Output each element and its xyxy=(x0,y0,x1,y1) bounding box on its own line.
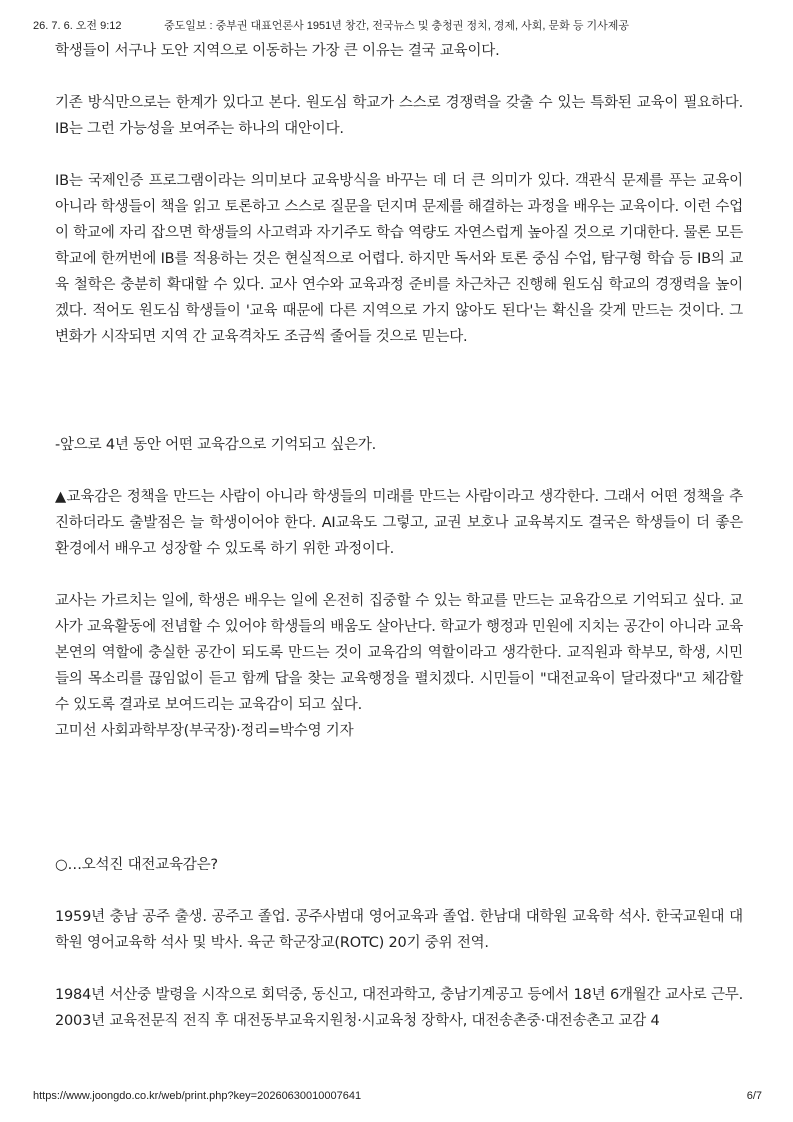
paragraph: 교사는 가르치는 일에, 학생은 배우는 일에 온전히 집중할 수 있는 학교를 만드는 교육감으로 기억되고 싶다. 교사가 교육활동에 전념할 수 있어야 학생들의 배움도 살아난다. 학교가 행정과 민원에 지치는 공간이 아니라 교육 본연의 역할에 충실한 공간이 되도록 만드는 것이 교육감의 역할이라고 생각한다. 교직원과 학부모, 학생, 시민들의 목소리를 끊임없이 듣고 함께 답을 찾는 교육행정을 펼치겠다. 시민들이 "대전교육이 달라졌다"고 체감할 수 있도록 결과로 보여드리는 교육감이 되고 싶다. xyxy=(55,593,743,713)
paragraph: IB는 국제인증 프로그램이라는 의미보다 교육방식을 바꾸는 데 더 큰 의미가 있다. 객관식 문제를 푸는 교육이 아니라 학생들이 책을 읽고 토론하고 스스로 질문을 던지며 문제를 해결하는 과정을 배우는 교육이다. 이런 수업이 학교에 자리 잡으면 학생들의 사고력과 자기주도 학습 역량도 자연스럽게 높아질 것으로 기대한다. 물론 모든 학교에 한꺼번에 IB를 적용하는 것은 현실적으로 어렵다. 하지만 독서와 토론 중심 수업, 탐구형 학습 등 IB의 교육 철학은 충분히 확대할 수 있다. 교사 연수와 교육과정 준비를 차근차근 진행해 원도심 학교의 경쟁력을 높이겠다. 적어도 원도심 학생들이 '교육 때문에 다른 지역으로 가지 않아도 된다'는 확신을 갖게 만드는 것이다. 그 변화가 시작되면 지역 간 교육격차도 조금씩 줄어들 것으로 믿는다. xyxy=(55,173,743,345)
source-url: https://www.joongdo.co.kr/web/print.php?key=20260630010007641 xyxy=(33,1090,362,1102)
print-header xyxy=(0,17,793,37)
print-page-title: 중도일보 : 중부권 대표언론사 1951년 창간, 전국뉴스 및 충청권 정치, 경제, 사회, 문화 등 기사제공 xyxy=(163,20,630,32)
answer-paragraph: ▲교육감은 정책을 만드는 사람이 아니라 학생들의 미래를 만드는 사람이라고 생각한다. 그래서 어떤 정책을 추진하더라도 출발점은 늘 학생이어야 한다. AI교육도 그렇고, 교권 보호나 교육복지도 결국은 학생들이 더 좋은 환경에서 배우고 성장할 수 있도록 하기 위한 과정이다. xyxy=(55,489,743,557)
article-body xyxy=(55,38,743,1034)
page-number: 6/7 xyxy=(746,1090,762,1102)
profile-heading: ○…오석진 대전교육감은? xyxy=(55,857,218,873)
byline: 고미선 사회과학부장(부국장)·정리=박수영 기자 xyxy=(55,723,354,739)
paragraph: 기존 방식만으로는 한계가 있다고 본다. 원도심 학교가 스스로 경쟁력을 갖출 수 있는 특화된 교육이 필요하다. IB는 그런 가능성을 보여주는 하나의 대안이다. xyxy=(55,95,743,137)
print-date: 26. 7. 6. 오전 9:12 xyxy=(33,20,122,32)
question-heading: -앞으로 4년 동안 어떤 교육감으로 기억되고 싶은가. xyxy=(55,437,377,453)
profile-paragraph: 1959년 충남 공주 출생. 공주고 졸업. 공주사범대 영어교육과 졸업. 한남대 대학원 교육학 석사. 한국교원대 대학원 영어교육학 석사 및 박사. 육군 학군장교(ROTC) 20기 중위 전역. xyxy=(55,909,743,951)
paragraph: 학생들이 서구나 도안 지역으로 이동하는 가장 큰 이유는 결국 교육이다. xyxy=(55,43,500,59)
profile-paragraph: 1984년 서산중 발령을 시작으로 회덕중, 동신고, 대전과학고, 충남기계공고 등에서 18년 6개월간 교사로 근무. 2003년 교육전문직 전직 후 대전동부교육지원청·시교육청 장학사, 대전송촌중·대전송촌고 교감 4 xyxy=(55,987,743,1029)
